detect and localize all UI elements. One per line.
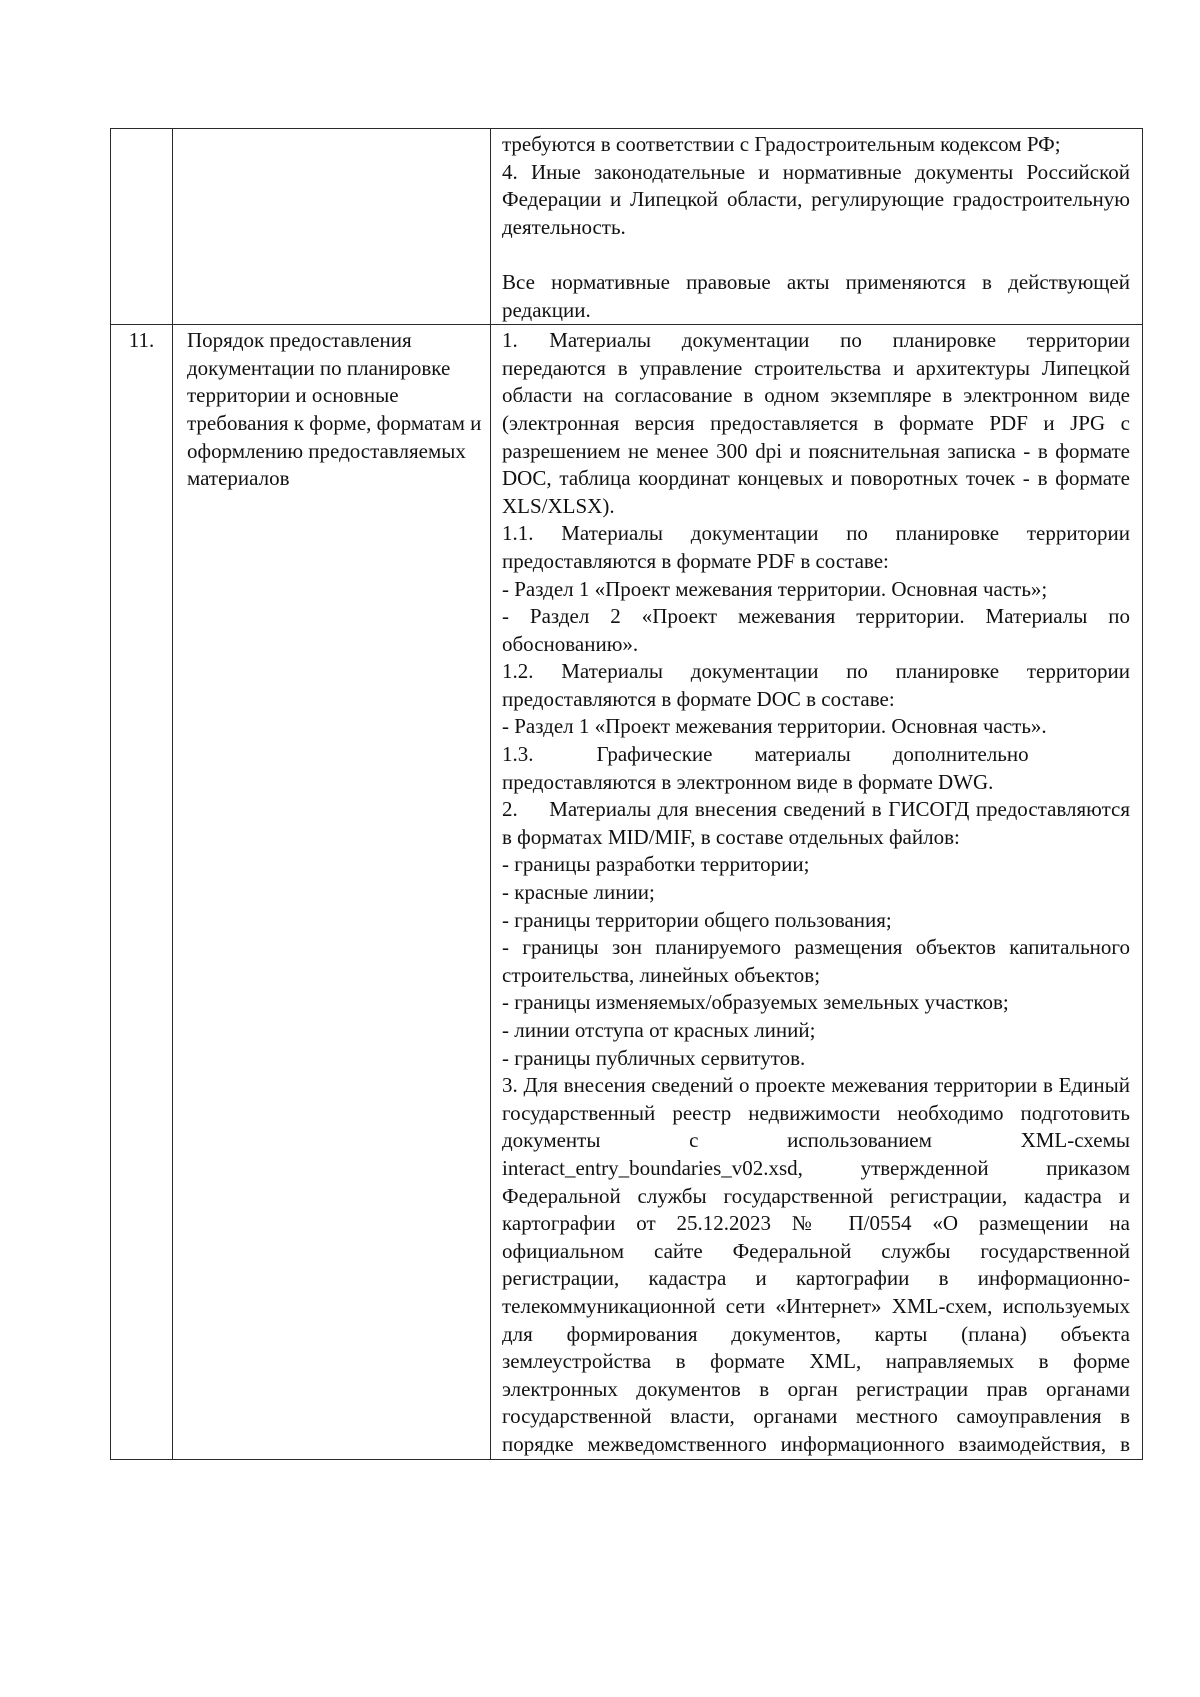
paragraph: 2. Материалы для внесения сведений в ГИСОГД предоставляются в форматах MID/MIF, в составе отдельных файлов: bbox=[502, 797, 1130, 849]
table-row-11 bbox=[111, 325, 1143, 1459]
list-item: - Раздел 1 «Проект межевания территории. Основная часть»; bbox=[502, 576, 1048, 601]
paragraph: 1. Материалы документации по планировке территории передаются в управление строительства и архитектуры Липецкой области на согласование в одном экземпляре в электронном виде (электронная версия предоставляется в формате PDF и JPG с разрешением не менее 300 dpi и пояснительная записка - в формате DOC, таблица координат концевых и поворотных точек - в формате XLS/XLSX). bbox=[502, 328, 1130, 518]
paragraph: 3. Для внесения сведений о проекте межевания территории в Единый государственный реестр недвижимости необходимо подготовить документы с использованием XML-схемы interact_entry_boundaries_v02.xsd, утвержденной приказом Федеральной службы государственной регистрации, кадастра и картографии от 25.12.2023 № П/0554 «О размещении на официальном сайте Федеральной службы государственной регистрации, кадастра и картографии в информационно-телекоммуникационной сети «Интернет» XML-схем, используемых для формирования документов, карты (плана) объекта землеустройства в формате XML, направляемых в форме электронных документов в орган регистрации прав органами государственной власти, органами местного самоуправления в порядке межведомственного информационного взаимодействия, в bbox=[502, 1073, 1130, 1456]
list-item: - линии отступа от красных линий; bbox=[502, 1018, 816, 1042]
row-name-cell: Порядок предоставления документации по планировке территории и основные требования к форме, форматам и оформлению предоставляемых материалов bbox=[173, 325, 491, 1459]
list-item: - границы разработки территории; bbox=[502, 852, 810, 877]
paragraph: 1.3. Графические материалы дополнительно предоставляются в электронном виде в формате DWG. bbox=[502, 742, 1029, 794]
list-item: - границы изменяемых/образуемых земельных участков; bbox=[502, 990, 1009, 1015]
table-row-continuation bbox=[111, 129, 1143, 325]
list-item: - границы публичных сервитутов. bbox=[502, 1045, 806, 1070]
paragraph: требуются в соответствии с Градостроительным кодексом РФ; bbox=[502, 132, 1061, 156]
list-item: - границы зон планируемого размещения объектов капитального строительства, линейных объектов; bbox=[502, 935, 1130, 987]
paragraph: Все нормативные правовые акты применяются в действующей редакции. bbox=[502, 269, 1130, 322]
row-number-cell: 11. bbox=[111, 325, 173, 1459]
document-table bbox=[110, 128, 1143, 1460]
list-item: - границы территории общего пользования; bbox=[502, 907, 892, 932]
row-number-cell bbox=[111, 129, 173, 325]
paragraph: 1.1. Материалы документации по планировке территории предоставляются в формате PDF в составе: bbox=[502, 521, 1130, 573]
row-name-cell bbox=[173, 129, 491, 325]
list-item: - Раздел 2 «Проект межевания территории. Материалы по обоснованию». bbox=[502, 604, 1130, 656]
row-description-cell bbox=[491, 325, 1143, 1459]
list-item: - красные линии; bbox=[502, 880, 655, 905]
list-item: - Раздел 1 «Проект межевания территории. Основная часть». bbox=[502, 714, 1047, 739]
paragraph: 1.2. Материалы документации по планировке территории предоставляются в формате DOC в составе: bbox=[502, 659, 1130, 711]
row-description-cell bbox=[491, 129, 1143, 325]
blank-line bbox=[502, 241, 1130, 269]
paragraph: 4. Иные законодательные и нормативные документы Российской Федерации и Липецкой области, регулирующие градостроительную деятельность. bbox=[502, 159, 1130, 239]
